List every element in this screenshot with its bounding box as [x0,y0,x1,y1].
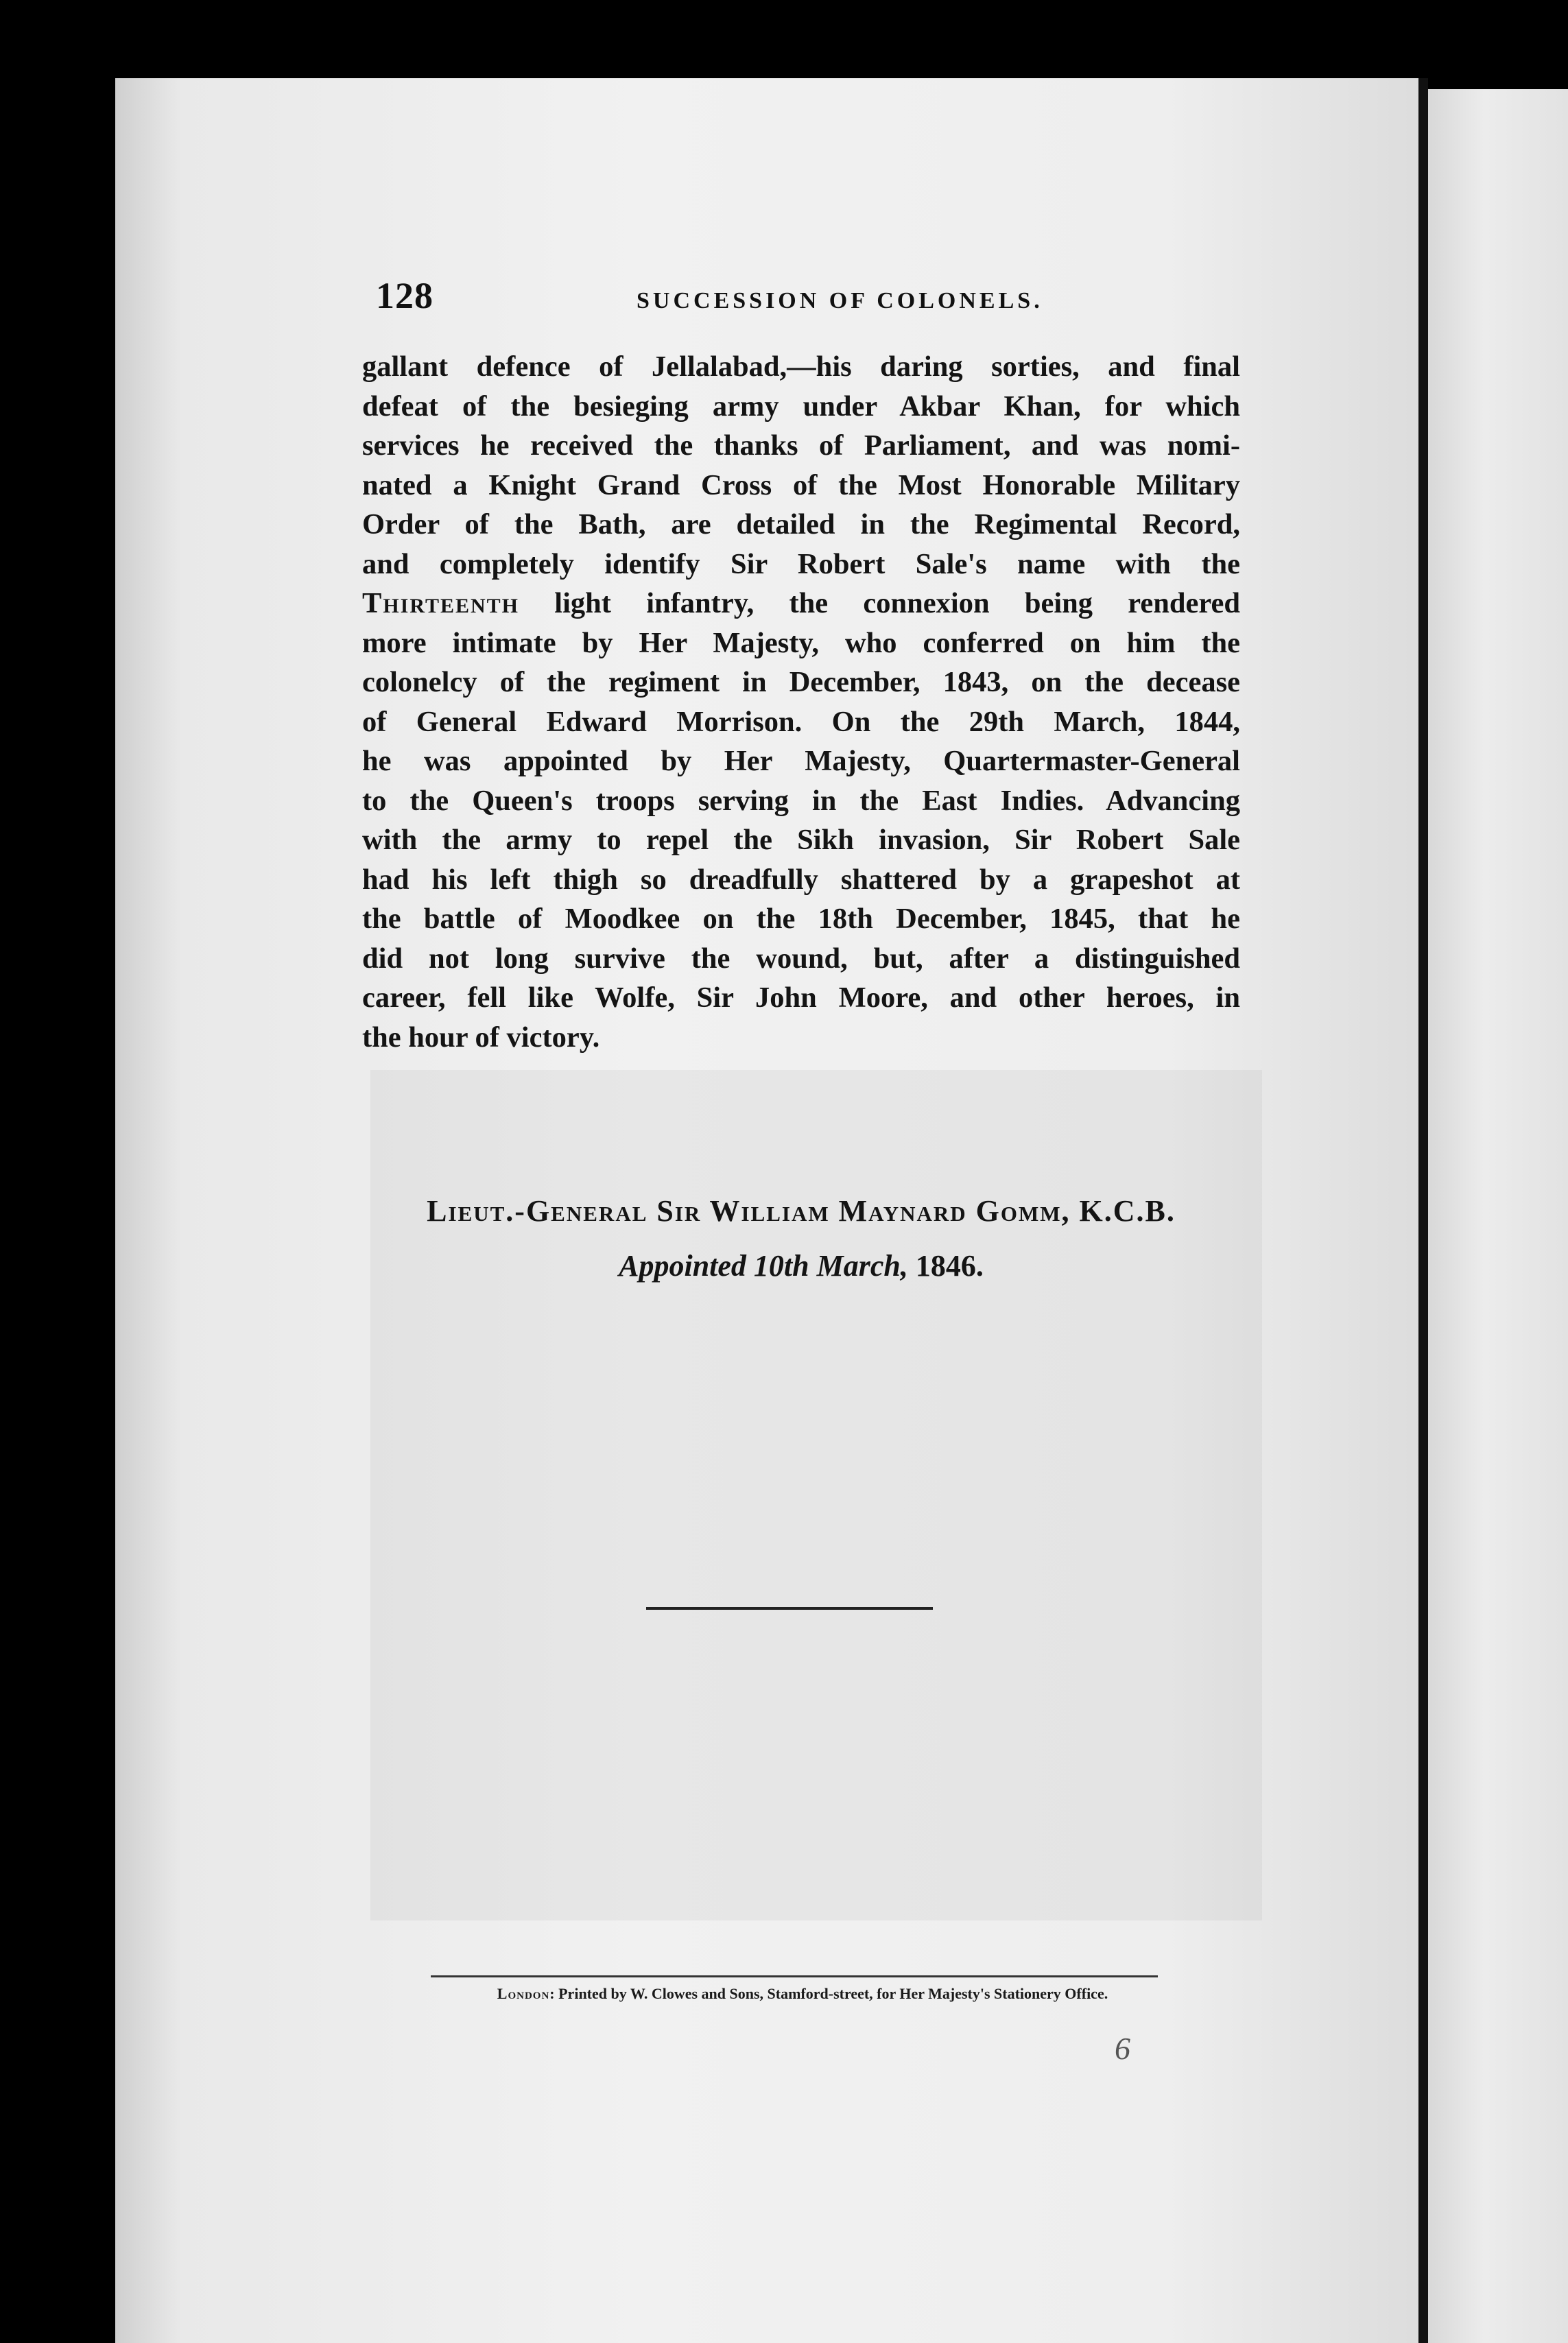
imprint-text: : Printed by W. Clowes and Sons, Stamford-street, for Her Majesty's Stationery Office. [549,1985,1108,2002]
appointed-label: Appointed [619,1249,746,1283]
text-line: gallant defence of Jellalabad,—his daring sorties, and final [362,350,1240,383]
appointed-year: 1846. [915,1249,984,1283]
printer-imprint [370,1985,1235,2003]
book-spine [1418,78,1428,2343]
pencil-mark: 6 [1115,2031,1130,2066]
text-line: the hour of victory. [362,1021,600,1054]
text-line-remainder: light infantry, the connexion being rendered [554,587,1241,619]
text-line-regiment [362,584,1240,623]
page-header [376,274,1268,322]
text-line: services he received the thanks of Parliament, and was nomi- [362,429,1240,462]
text-line: the battle of Moodkee on the 18th December, 1845, that he [362,903,1240,935]
imprint-rule [431,1975,1158,1977]
body-paragraph [362,347,1240,1057]
text-line: nated a Knight Grand Cross of the Most Honorable Military [362,468,1240,501]
colonel-heading: Lieut.-General Sir William Maynard Gomm, K.C.B. [427,1194,1176,1228]
text-line: he was appointed by Her Majesty, Quartermaster-General [362,745,1240,777]
text-line: and completely identify Sir Robert Sale's name with the [362,547,1240,580]
text-line: colonelcy of the regiment in December, 1843, on the decease [362,666,1240,698]
text-line: career, fell like Wolfe, Sir John Moore, and other heroes, in [362,982,1240,1014]
regiment-name: Thirteenth [362,587,520,619]
appointed-date: 10th March, [753,1249,908,1283]
facing-page-edge [1428,89,1568,2343]
running-title: SUCCESSION OF COLONELS. [637,288,1043,313]
text-line: to the Queen's troops serving in the East Indies. Advancing [362,784,1240,817]
text-line: with the army to repel the Sikh invasion, Sir Robert Sale [362,824,1240,856]
text-line: Order of the Bath, are detailed in the Regimental Record, [362,508,1240,540]
text-line: of General Edward Morrison. On the 29th March, 1844, [362,705,1240,738]
text-line: had his left thigh so dreadfully shattered by a grapeshot at [362,863,1240,896]
imprint-city: London [497,1985,550,2002]
text-line: did not long survive the wound, but, after a distinguished [362,942,1240,975]
text-line: more intimate by Her Majesty, who conferred on him the [362,626,1240,659]
section-divider [646,1607,933,1610]
appointment-line [362,1248,1240,1283]
text-line: defeat of the besieging army under Akbar Khan, for which [362,390,1240,423]
page-number: 128 [376,275,433,316]
